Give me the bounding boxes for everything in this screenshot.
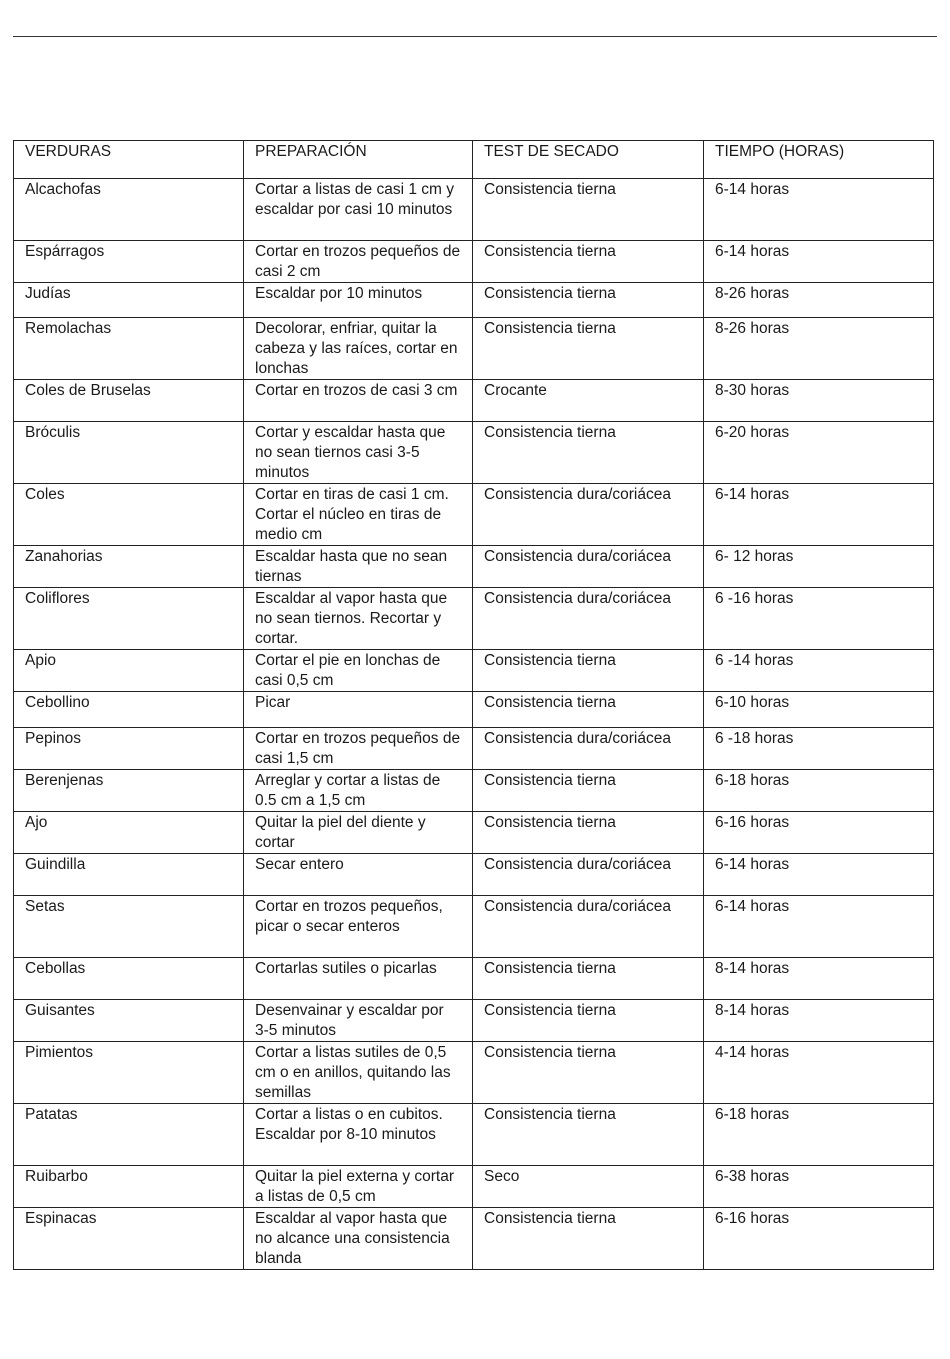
cell-tiempo: 6-18 horas bbox=[704, 770, 934, 812]
cell-preparacion: Cortarlas sutiles o picarlas bbox=[244, 958, 473, 1000]
cell-preparacion: Cortar en trozos pequeños, picar o secar enteros bbox=[244, 896, 473, 958]
cell-preparacion: Cortar en trozos pequeños de casi 1,5 cm bbox=[244, 728, 473, 770]
cell-verdura: Espinacas bbox=[14, 1208, 244, 1270]
header-test-de-secado: TEST DE SECADO bbox=[473, 141, 704, 179]
cell-preparacion: Escaldar hasta que no sean tiernas bbox=[244, 546, 473, 588]
cell-verdura: Ruibarbo bbox=[14, 1166, 244, 1208]
cell-preparacion: Cortar en trozos de casi 3 cm bbox=[244, 380, 473, 422]
cell-tiempo: 6-16 horas bbox=[704, 1208, 934, 1270]
cell-verdura: Coles de Bruselas bbox=[14, 380, 244, 422]
cell-verdura: Ajo bbox=[14, 812, 244, 854]
table-row bbox=[14, 1000, 934, 1042]
cell-test-de-secado: Consistencia tierna bbox=[473, 283, 704, 318]
cell-test-de-secado: Consistencia dura/coriácea bbox=[473, 588, 704, 650]
table-row bbox=[14, 318, 934, 380]
cell-test-de-secado: Consistencia tierna bbox=[473, 1042, 704, 1104]
cell-preparacion: Escaldar por 10 minutos bbox=[244, 283, 473, 318]
cell-preparacion: Escaldar al vapor hasta que no sean tiernos. Recortar y cortar. bbox=[244, 588, 473, 650]
cell-verdura: Coles bbox=[14, 484, 244, 546]
header-tiempo: TIEMPO (HORAS) bbox=[704, 141, 934, 179]
cell-test-de-secado: Consistencia tierna bbox=[473, 422, 704, 484]
table-row bbox=[14, 854, 934, 896]
cell-tiempo: 8-14 horas bbox=[704, 1000, 934, 1042]
table-row bbox=[14, 728, 934, 770]
cell-test-de-secado: Consistencia tierna bbox=[473, 812, 704, 854]
cell-preparacion: Escaldar al vapor hasta que no alcance una consistencia blanda bbox=[244, 1208, 473, 1270]
cell-preparacion: Cortar y escaldar hasta que no sean tiernos casi 3-5 minutos bbox=[244, 422, 473, 484]
cell-verdura: Guisantes bbox=[14, 1000, 244, 1042]
table-row bbox=[14, 283, 934, 318]
cell-tiempo: 6 -18 horas bbox=[704, 728, 934, 770]
cell-tiempo: 6-14 horas bbox=[704, 896, 934, 958]
cell-tiempo: 6- 12 horas bbox=[704, 546, 934, 588]
cell-verdura: Judías bbox=[14, 283, 244, 318]
cell-test-de-secado: Consistencia dura/coriácea bbox=[473, 728, 704, 770]
cell-verdura: Zanahorias bbox=[14, 546, 244, 588]
table-row bbox=[14, 650, 934, 692]
cell-verdura: Guindilla bbox=[14, 854, 244, 896]
cell-verdura: Berenjenas bbox=[14, 770, 244, 812]
cell-preparacion: Cortar en tiras de casi 1 cm. Cortar el núcleo en tiras de medio cm bbox=[244, 484, 473, 546]
cell-preparacion: Desenvainar y escaldar por 3-5 minutos bbox=[244, 1000, 473, 1042]
cell-tiempo: 6-10 horas bbox=[704, 692, 934, 728]
cell-preparacion: Cortar en trozos pequeños de casi 2 cm bbox=[244, 241, 473, 283]
cell-tiempo: 6 -14 horas bbox=[704, 650, 934, 692]
cell-test-de-secado: Consistencia tierna bbox=[473, 1000, 704, 1042]
table-row bbox=[14, 546, 934, 588]
cell-test-de-secado: Seco bbox=[473, 1166, 704, 1208]
cell-verdura: Apio bbox=[14, 650, 244, 692]
header-preparacion: PREPARACIÓN bbox=[244, 141, 473, 179]
table-row bbox=[14, 179, 934, 241]
cell-test-de-secado: Consistencia tierna bbox=[473, 1208, 704, 1270]
cell-test-de-secado: Crocante bbox=[473, 380, 704, 422]
top-rule bbox=[13, 36, 937, 37]
cell-tiempo: 6 -16 horas bbox=[704, 588, 934, 650]
cell-preparacion: Secar entero bbox=[244, 854, 473, 896]
cell-tiempo: 6-14 horas bbox=[704, 179, 934, 241]
header-verduras: VERDURAS bbox=[14, 141, 244, 179]
cell-tiempo: 6-14 horas bbox=[704, 484, 934, 546]
cell-tiempo: 8-26 horas bbox=[704, 283, 934, 318]
cell-tiempo: 4-14 horas bbox=[704, 1042, 934, 1104]
cell-tiempo: 8-26 horas bbox=[704, 318, 934, 380]
cell-tiempo: 6-16 horas bbox=[704, 812, 934, 854]
cell-tiempo: 6-14 horas bbox=[704, 854, 934, 896]
cell-test-de-secado: Consistencia dura/coriácea bbox=[473, 896, 704, 958]
drying-table-container bbox=[13, 140, 933, 1270]
cell-verdura: Cebollino bbox=[14, 692, 244, 728]
table-row bbox=[14, 896, 934, 958]
cell-test-de-secado: Consistencia tierna bbox=[473, 958, 704, 1000]
cell-preparacion: Cortar a listas o en cubitos. Escaldar por 8-10 minutos bbox=[244, 1104, 473, 1166]
table-row bbox=[14, 692, 934, 728]
table-row bbox=[14, 1166, 934, 1208]
cell-test-de-secado: Consistencia tierna bbox=[473, 650, 704, 692]
cell-preparacion: Picar bbox=[244, 692, 473, 728]
cell-tiempo: 6-38 horas bbox=[704, 1166, 934, 1208]
cell-tiempo: 6-14 horas bbox=[704, 241, 934, 283]
table-row bbox=[14, 588, 934, 650]
cell-verdura: Pimientos bbox=[14, 1042, 244, 1104]
cell-test-de-secado: Consistencia dura/coriácea bbox=[473, 854, 704, 896]
cell-preparacion: Cortar el pie en lonchas de casi 0,5 cm bbox=[244, 650, 473, 692]
cell-verdura: Bróculis bbox=[14, 422, 244, 484]
cell-tiempo: 8-14 horas bbox=[704, 958, 934, 1000]
table-row bbox=[14, 1104, 934, 1166]
table-row bbox=[14, 1042, 934, 1104]
cell-verdura: Coliflores bbox=[14, 588, 244, 650]
cell-test-de-secado: Consistencia tierna bbox=[473, 179, 704, 241]
table-row bbox=[14, 380, 934, 422]
cell-verdura: Alcachofas bbox=[14, 179, 244, 241]
table-row bbox=[14, 770, 934, 812]
cell-preparacion: Cortar a listas sutiles de 0,5 cm o en anillos, quitando las semillas bbox=[244, 1042, 473, 1104]
table-row bbox=[14, 1208, 934, 1270]
cell-test-de-secado: Consistencia dura/coriácea bbox=[473, 546, 704, 588]
cell-test-de-secado: Consistencia tierna bbox=[473, 241, 704, 283]
cell-tiempo: 8-30 horas bbox=[704, 380, 934, 422]
table-row bbox=[14, 484, 934, 546]
cell-tiempo: 6-18 horas bbox=[704, 1104, 934, 1166]
cell-tiempo: 6-20 horas bbox=[704, 422, 934, 484]
cell-test-de-secado: Consistencia tierna bbox=[473, 770, 704, 812]
cell-preparacion: Quitar la piel del diente y cortar bbox=[244, 812, 473, 854]
table-row bbox=[14, 812, 934, 854]
cell-test-de-secado: Consistencia tierna bbox=[473, 318, 704, 380]
table-body bbox=[14, 179, 934, 1270]
cell-preparacion: Cortar a listas de casi 1 cm y escaldar por casi 10 minutos bbox=[244, 179, 473, 241]
cell-verdura: Pepinos bbox=[14, 728, 244, 770]
table-row bbox=[14, 958, 934, 1000]
cell-verdura: Remolachas bbox=[14, 318, 244, 380]
table-header-row bbox=[14, 141, 934, 179]
cell-test-de-secado: Consistencia tierna bbox=[473, 692, 704, 728]
cell-preparacion: Arreglar y cortar a listas de 0.5 cm a 1,5 cm bbox=[244, 770, 473, 812]
cell-verdura: Espárragos bbox=[14, 241, 244, 283]
vegetable-drying-table bbox=[13, 140, 934, 1270]
table-row bbox=[14, 422, 934, 484]
cell-test-de-secado: Consistencia tierna bbox=[473, 1104, 704, 1166]
cell-preparacion: Decolorar, enfriar, quitar la cabeza y las raíces, cortar en lonchas bbox=[244, 318, 473, 380]
cell-verdura: Setas bbox=[14, 896, 244, 958]
table-row bbox=[14, 241, 934, 283]
cell-verdura: Patatas bbox=[14, 1104, 244, 1166]
cell-test-de-secado: Consistencia dura/coriácea bbox=[473, 484, 704, 546]
cell-verdura: Cebollas bbox=[14, 958, 244, 1000]
cell-preparacion: Quitar la piel externa y cortar a listas de 0,5 cm bbox=[244, 1166, 473, 1208]
